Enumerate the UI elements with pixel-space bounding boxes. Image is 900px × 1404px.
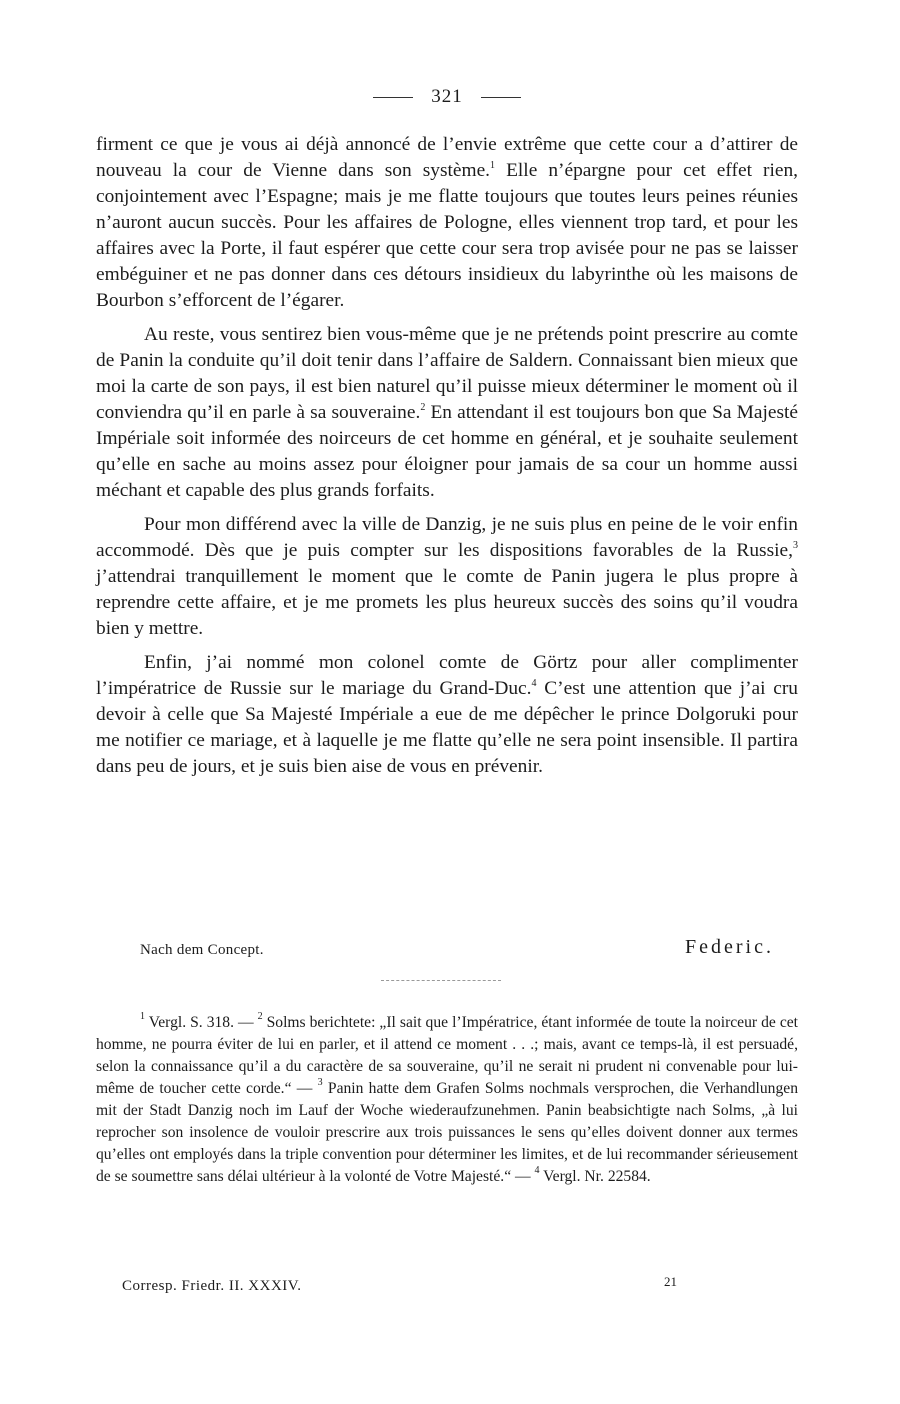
edition-reference: Corresp. Friedr. II. XXXIV. [122,1278,302,1294]
footnote-ref: 4 [531,678,537,689]
page-header [96,86,798,108]
footnotes [96,1012,798,1188]
footnote-text: $^1$ Vergl. S. 318. — $^2$ Solms berichtete: „Il sait que l’Impératrice, étant informée de toute la noirceur de cet homme, ne pourra éviter de lui en parler, et il attend ce moment . . .; mais, avant ce temps-là, il est persuadé, selon la connaissance qu’il a du caractère de sa souveraine, qu’il ne serait ni prudent ni convenable pour lui-même de toucher cette corde.“ — $^3$ Panin hatte dem Grafen Solms nochmals versprochen, die Verhandlungen mit der Stadt Danzig noch im Lauf der Woche wiederaufzunehmen. Panin beabsichtigte nach Solms, „à lui reprocher son insolence de vouloir prescrire aux trois puissances le sens qu’elles doivent donner aux termes qu’elles ont employés dans la triple convention pour déterminer les limites, et de lui recommander sérieusement de se soumettre sans délai ultérieur à la volonté de Votre Majesté.“ — $^4$ Vergl. Nr. 22584. [96,1011,798,1185]
document-page [96,0,798,1404]
header-dash-right [481,97,521,98]
source-note: Nach dem Concept. [140,942,264,958]
header-dash-left [373,97,413,98]
footnote-ref: 2 [420,402,426,413]
footnote-ref: 1 [490,160,496,171]
footnote-ref: 3 [793,540,798,551]
paragraph: Enfin, j’ai nommé mon colonel comte de Görtz pour aller complimenter l’impératrice de Russie sur le mariage du Grand-Duc.$^4$ C’est une attention que j’ai cru devoir à celle que Sa Majesté Impériale a eue de me dépêcher le prince Dolgoruki pour me notifier ce mariage, et à laquelle je me flatte qu’elle ne sera point insensible. Il partira dans peu de jours, et je suis bien aise de vous en prévenir. [96,652,798,777]
signature-block [96,936,798,966]
signature: Federic. [685,936,774,958]
sheet-number: 21 [664,1274,677,1289]
paragraph: Au reste, vous sentirez bien vous-même que je ne prétends point prescrire au comte de Panin la conduite qu’il doit tenir dans l’affaire de Saldern. Connaissant bien mieux que moi la carte de son pays, il est bien naturel qu’il puisse mieux déterminer le moment où il conviendra qu’il en parle à sa souveraine.$^2$ En attendant il est toujours bon que Sa Majesté Impériale soit informée des noirceurs de cet homme en général, et je souhaite seulement qu’elle en sache au moins assez pour éloigner pour jamais de sa cour un homme aussi méchant et capable des plus grands forfaits. [96,324,798,501]
page-number: 321 [431,86,463,107]
paragraph: Pour mon différend avec la ville de Danzig, je ne suis plus en peine de le voir enfin accommodé. Dès que je puis compter sur les dispositions favorables de la Russie,$^3$ j’attendrai tranquillement le moment que le comte de Panin jugera le plus propre à reprendre cette affaire, et je me promets les plus heureux succès des soins qu’il voudra bien y mettre. [96,514,798,639]
section-divider [381,980,501,981]
letter-body [96,132,798,788]
paragraph: firment ce que je vous ai déjà annoncé de l’envie extrême que cette cour a d’attirer de nouveau la cour de Vienne dans son système.$^1$ Elle n’épargne pour cet effet rien, conjointement avec l’Espagne; mais je me flatte toujours que toutes leurs peines réunies n’auront aucun succès. Pour les affaires de Pologne, elles viennent trop tard, et pour les affaires avec la Porte, il faut espérer que cette cour sera trop avisée pour ne pas se laisser embéguiner et ne pas donner dans ces détours insidieux du labyrinthe où les maisons de Bourbon s’efforcent de l’égarer. [96,134,798,311]
page-footer [96,1276,798,1298]
